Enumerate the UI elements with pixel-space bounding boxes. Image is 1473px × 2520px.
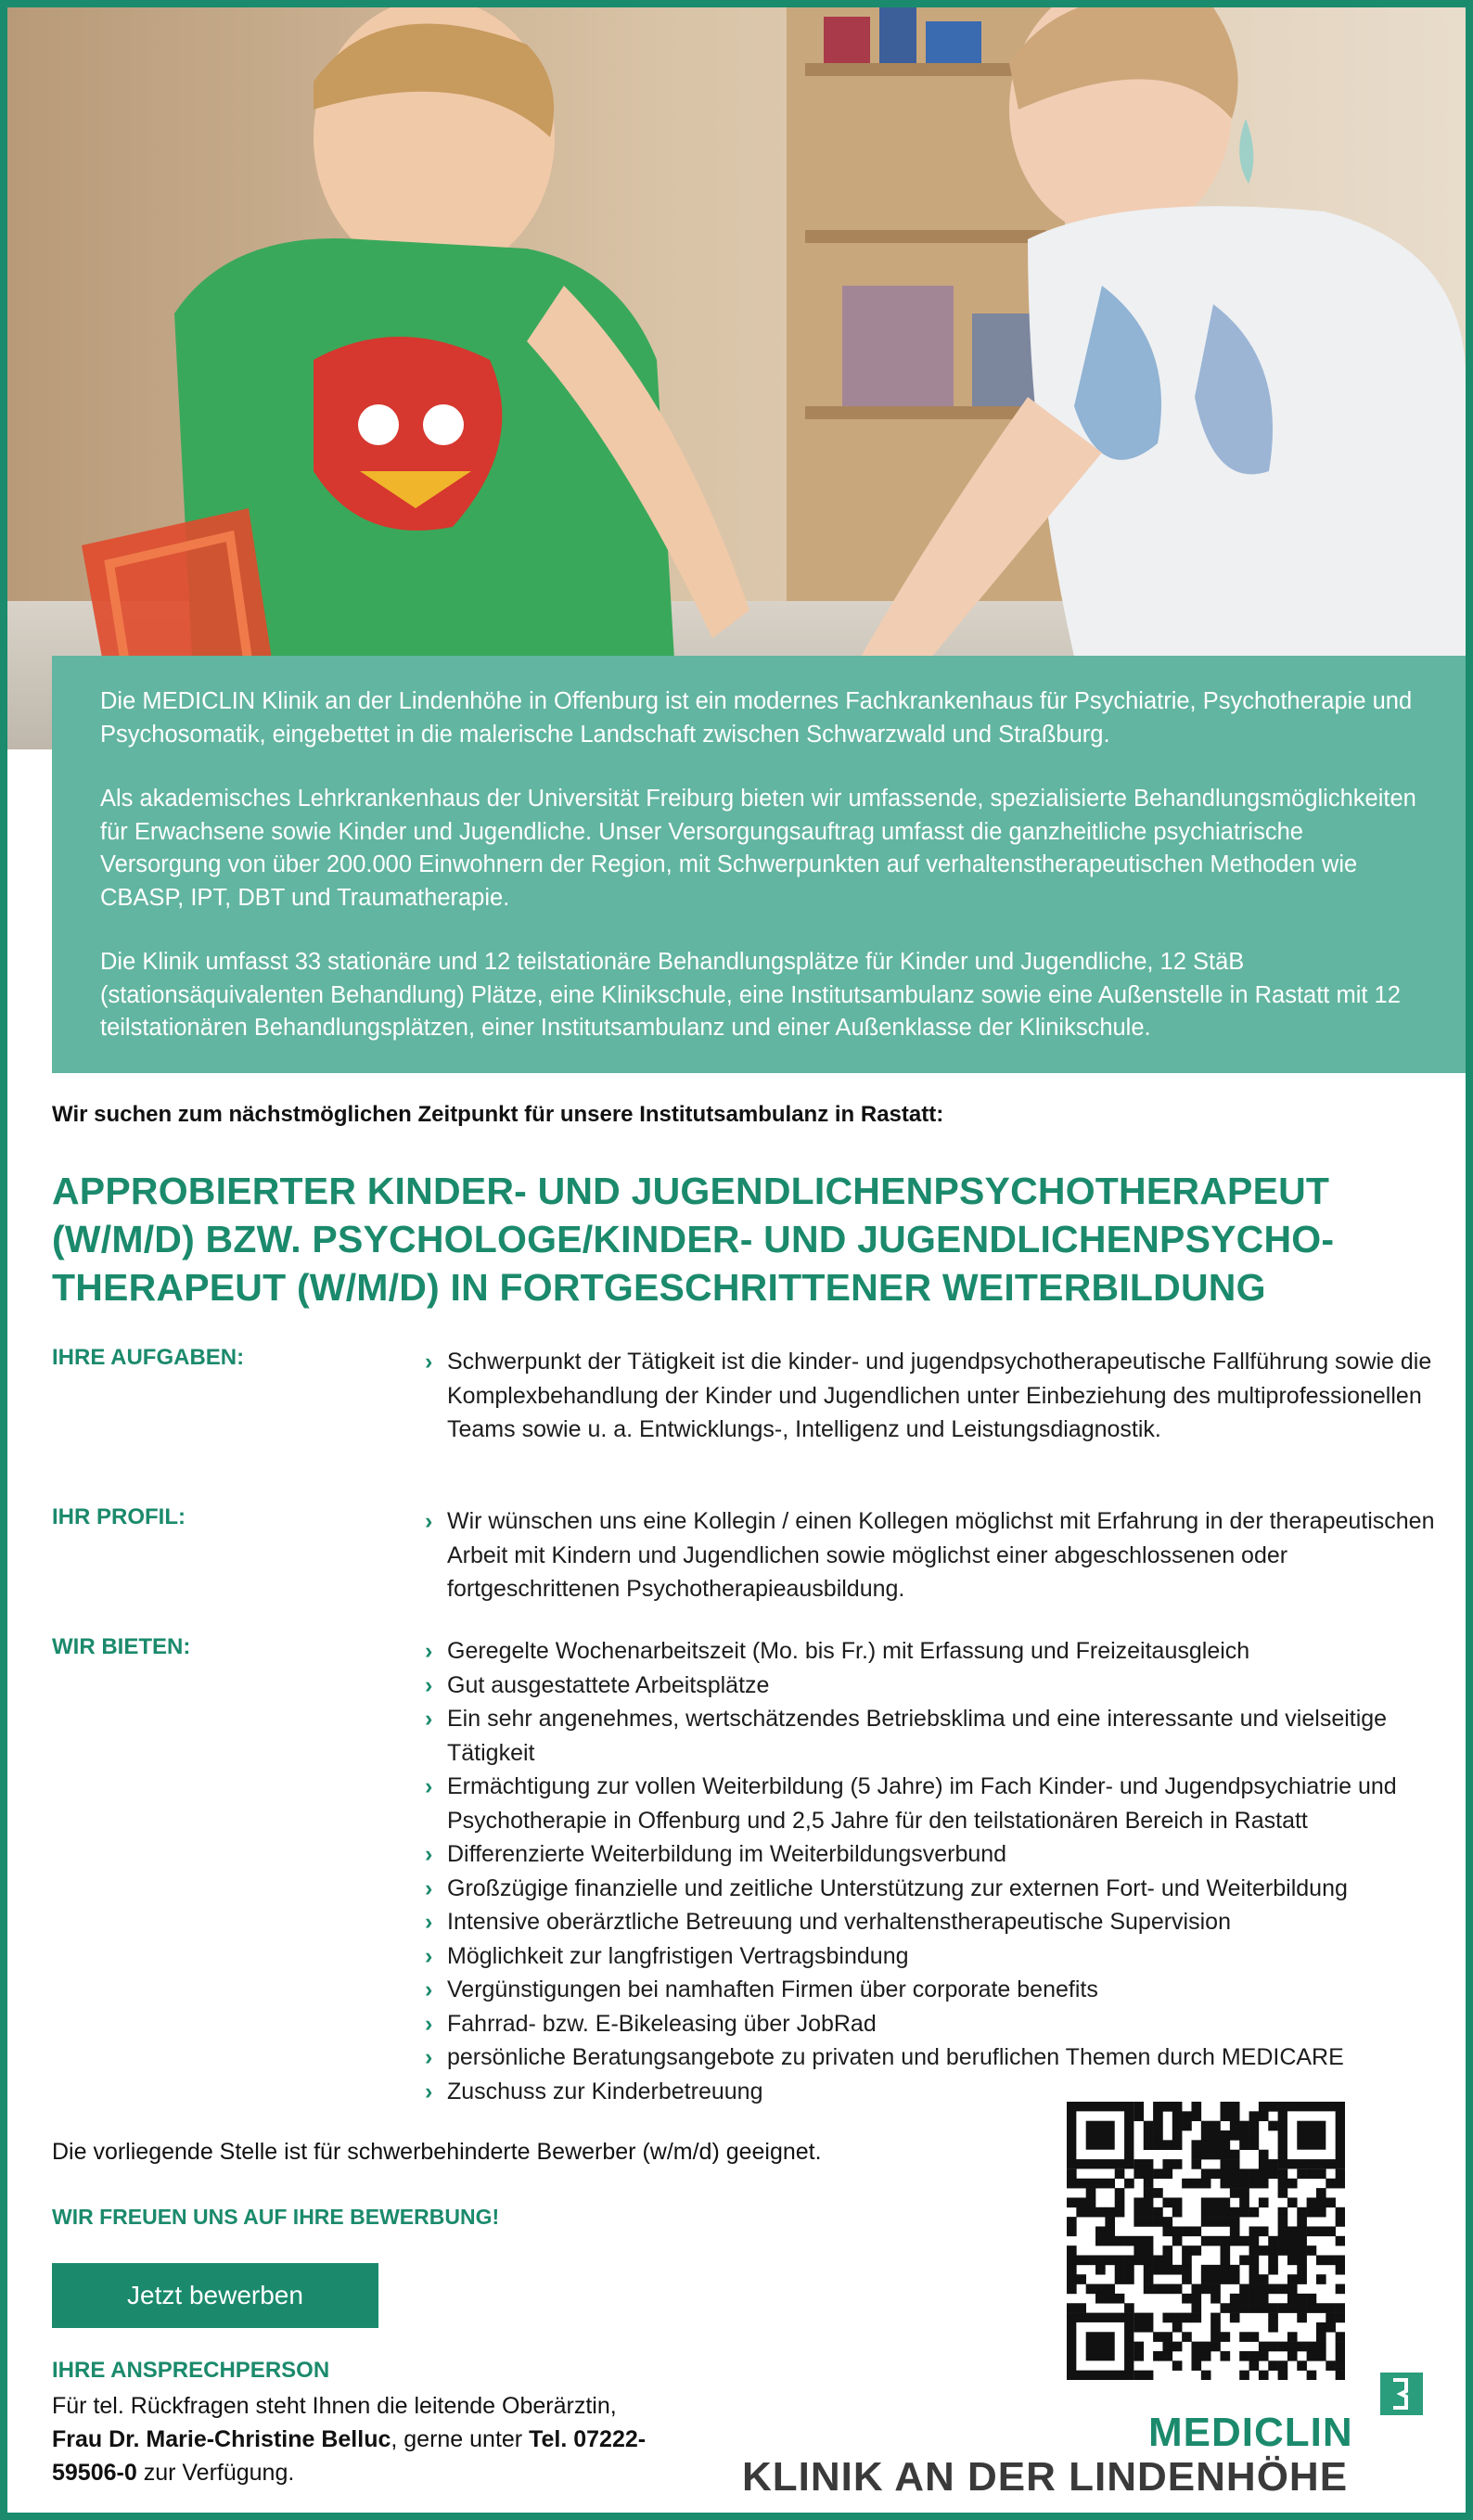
chevron-right-icon: › <box>425 1773 433 1799</box>
chevron-right-icon: › <box>425 2010 433 2037</box>
offer-list <box>423 1634 1462 2108</box>
chevron-right-icon: › <box>425 1909 433 1935</box>
intro-box <box>52 656 1466 1073</box>
list-item: › Ein sehr angenehmes, wertschätzendes Betriebsklima und eine interessante und vielseitige Tätigkeit <box>423 1702 1462 1770</box>
list-item: › Möglichkeit zur langfristigen Vertragsbindung <box>423 1939 1462 1974</box>
chevron-right-icon: › <box>425 1942 433 1969</box>
list-item: › Intensive oberärztliche Betreuung und verhaltenstherapeutische Supervision <box>423 1905 1462 1939</box>
job-title-line-3: THERAPEUT (W/M/D) IN FORTGESCHRITTENER WEITERBILDUNG <box>52 1266 1266 1309</box>
logo-brand: MEDICLIN <box>1148 2410 1353 2455</box>
chevron-right-icon: › <box>425 1976 433 2002</box>
search-line: Wir suchen zum nächstmöglichen Zeitpunkt für unsere Institutsambulanz in Rastatt: <box>52 1102 944 1127</box>
mediclin-logo-icon <box>1380 2373 1423 2415</box>
list-item: › Geregelte Wochenarbeitszeit (Mo. bis Fr.) mit Erfassung und Freizeitausgleich <box>423 1634 1462 1669</box>
apply-button[interactable]: Jetzt bewerben <box>52 2263 378 2328</box>
disability-note: Die vorliegende Stelle ist für schwerbehinderte Bewerber (w/m/d) geeignet. <box>52 2139 822 2165</box>
list-item: › Vergünstigungen bei namhaften Firmen über corporate benefits <box>423 1973 1462 2007</box>
list-item: › Großzügige finanzielle und zeitliche Unterstützung zur externen Fort- und Weiterbildung <box>423 1872 1462 1906</box>
job-title <box>52 1167 1425 1311</box>
chevron-right-icon: › <box>425 1349 433 1375</box>
list-item: › Ermächtigung zur vollen Weiterbildung (5 Jahre) im Fach Kinder- und Jugendpsychiatrie und Psychotherapie in Offenburg und 2,5 Jahre für den teilstationären Bereich in Rastatt <box>423 1770 1462 1837</box>
list-item: › Schwerpunkt der Tätigkeit ist die kinder- und jugendpsychotherapeutische Fallführung sowie die Komplexbehandlung der Kinder und Jugendlichen unter Einbeziehung des multiprofessionellen Teams sowie u. a. Entwicklungs-, Intelligenz und Leistungsdiagnostik. <box>423 1345 1462 1447</box>
chevron-right-icon: › <box>425 1706 433 1732</box>
intro-paragraph-1: Die MEDICLIN Klinik an der Lindenhöhe in Offenburg ist ein modernes Fachkrankenhaus für Psychiatrie, Psychotherapie und Psychosomatik, eingebettet in die malerische Landschaft zwischen Schwarzwald und Straßburg. <box>100 688 1413 748</box>
qr-code[interactable] <box>1067 2102 1345 2380</box>
hero-photo <box>7 7 1466 749</box>
contact-line-1: Für tel. Rückfragen steht Ihnen die leitende Oberärztin, <box>52 2393 617 2419</box>
chevron-right-icon: › <box>425 1671 433 1698</box>
intro-paragraph-3: Die Klinik umfasst 33 stationäre und 12 teilstationäre Behandlungsplätze für Kinder und Jugendliche, 12 StäB (stationsäquivalenten Behandlung) Plätze, eine Klinikschule, eine Institutsambulanz sowie eine Außenstelle in Rastatt mit 12 teilstationären Behandlungsplätzen, einer Institutsambulanz und einer Außenklasse der Klinikschule. <box>100 949 1401 1041</box>
chevron-right-icon: › <box>425 2078 433 2104</box>
job-title-line-1: APPROBIERTER KINDER- UND JUGENDLICHENPSYCHOTHERAPEUT <box>52 1170 1330 1212</box>
intro-paragraph-2: Als akademisches Lehrkrankenhaus der Universität Freiburg bieten wir umfassende, spezialisierte Behandlungsmöglichkeiten für Erwachsene sowie Kinder und Jugendliche. Unser Versorgungsauftrag umfasst die ganzheitliche psychiatrische Versorgung von über 200.000 Einwohnern der Region, mit Schwerpunkten auf verhaltenstherapeutischen Methoden wie CBASP, IPT, DBT und Traumatherapie. <box>100 786 1416 911</box>
chevron-right-icon: › <box>425 1638 433 1664</box>
contact-text: Für tel. Rückfragen steht Ihnen die leitende Oberärztin, Frau Dr. Marie-Christine Belluc, gerne unter Tel. 07222-59506-0 zur Verfügung. <box>52 2393 647 2486</box>
contact-phone[interactable]: Tel. 07222-59506-0 <box>52 2426 647 2486</box>
contact-name: Frau Dr. Marie-Christine Belluc <box>52 2426 391 2452</box>
list-item: › persönliche Beratungsangebote zu privaten und beruflichen Themen durch MEDICARE <box>423 2040 1462 2075</box>
profile-list <box>423 1504 1462 1606</box>
section-label-profile: IHR PROFIL: <box>52 1504 186 1529</box>
section-label-tasks: IHRE AUFGABEN: <box>52 1345 245 1370</box>
list-item: › Wir wünschen uns eine Kollegin / einen Kollegen möglichst mit Erfahrung in der therapeutischen Arbeit mit Kindern und Jugendlichen sowie möglichst einer abgeschlossenen oder fortgeschrittenen Psychotherapieausbildung. <box>423 1504 1462 1606</box>
job-title-line-2: (W/M/D) BZW. PSYCHOLOGE/KINDER- UND JUGENDLICHENPSYCHO- <box>52 1218 1335 1260</box>
section-label-offer: WIR BIETEN: <box>52 1634 191 1659</box>
list-item: › Gut ausgestattete Arbeitsplätze <box>423 1669 1462 1703</box>
logo-subtitle: KLINIK AN DER LINDENHÖHE <box>742 2454 1349 2500</box>
list-item: › Differenzierte Weiterbildung im Weiterbildungsverbund <box>423 1837 1462 1872</box>
chevron-right-icon: › <box>425 1874 433 1901</box>
application-cheer: WIR FREUEN UNS AUF IHRE BEWERBUNG! <box>52 2205 500 2229</box>
task-list <box>423 1345 1462 1447</box>
list-item: › Fahrrad- bzw. E-Bikeleasing über JobRad <box>423 2007 1462 2041</box>
chevron-right-icon: › <box>425 2044 433 2070</box>
chevron-right-icon: › <box>425 1508 433 1534</box>
contact-heading: IHRE ANSPRECHPERSON <box>52 2358 330 2383</box>
list-item: › Zuschuss zur Kinderbetreuung <box>423 2075 1462 2109</box>
chevron-right-icon: › <box>425 1841 433 1867</box>
